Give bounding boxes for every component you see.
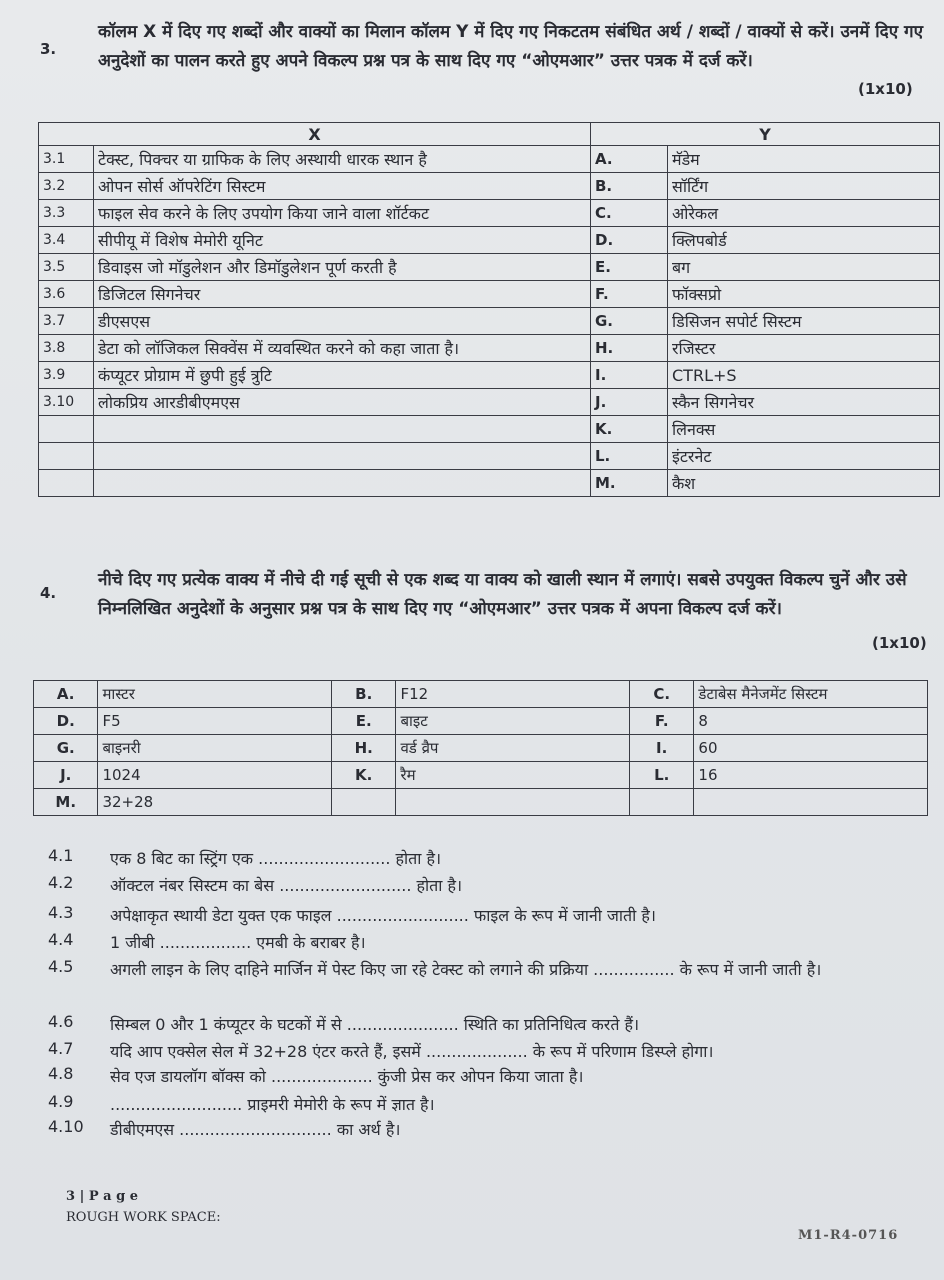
sentence-text: अगली लाइन के लिए दाहिने मार्जिन में पेस्ट किए जा रहे टेक्स्ट को लगाने की प्रक्रिया ................ के रूप में जानी जाती है। [110,960,822,979]
q4-marks: (1x10) [872,634,927,652]
match-row [39,362,940,389]
option-letter: L. [629,762,693,789]
y-item-letter: B. [591,173,668,200]
match-row [39,308,940,335]
option-value: F5 [98,708,332,735]
col-x-header: X [39,123,591,146]
option-letter: D. [34,708,98,735]
y-item-text: रजिस्टर [668,335,940,362]
match-row [39,146,940,173]
match-row [39,443,940,470]
y-item-text: CTRL+S [668,362,940,389]
option-value: 60 [694,735,928,762]
x-item-number: 3.6 [39,281,94,308]
x-item-number [39,470,94,497]
x-item-number: 3.8 [39,335,94,362]
q4-options-table [33,680,928,816]
option-letter: H. [331,735,395,762]
x-item-number: 3.7 [39,308,94,335]
option-letter: M. [34,789,98,816]
y-item-letter: K. [591,416,668,443]
x-item-text [94,416,591,443]
q3-marks: (1x10) [858,80,913,98]
option-letter: B. [331,681,395,708]
x-item-number: 3.10 [39,389,94,416]
option-value: 16 [694,762,928,789]
page-number: 3 | P a g e [66,1189,138,1204]
option-letter: J. [34,762,98,789]
y-item-letter: A. [591,146,668,173]
option-letter: G. [34,735,98,762]
sentence-number: 4.5 [48,957,74,976]
option-row [34,735,928,762]
option-letter: A. [34,681,98,708]
x-item-number: 3.9 [39,362,94,389]
y-item-letter: J. [591,389,668,416]
q3-match-table [38,122,940,497]
match-row [39,173,940,200]
sentence-number: 4.8 [48,1064,74,1083]
x-item-number: 3.1 [39,146,94,173]
option-row [34,681,928,708]
match-row [39,200,940,227]
sentence-number: 4.7 [48,1039,74,1058]
paper-code: M1-R4-0716 [798,1228,899,1243]
x-item-number: 3.4 [39,227,94,254]
sentence-number: 4.10 [48,1117,84,1136]
match-row [39,254,940,281]
y-item-text: सॉर्टिंग [668,173,940,200]
option-letter: C. [629,681,693,708]
sentence-number: 4.2 [48,873,74,892]
option-letter [629,789,693,816]
match-row [39,281,940,308]
option-value: बाइट [396,708,630,735]
x-item-number [39,443,94,470]
x-item-number [39,416,94,443]
match-row [39,416,940,443]
option-row [34,789,928,816]
x-item-text: डिजिटल सिगनेचर [94,281,591,308]
sentence-text: 1 जीबी .................. एमबी के बराबर है। [110,933,366,952]
option-row [34,762,928,789]
q4-number: 4. [40,584,57,602]
option-row [34,708,928,735]
x-item-text: फाइल सेव करने के लिए उपयोग किया जाने वाला शॉर्टकट [94,200,591,227]
option-value: बाइनरी [98,735,332,762]
match-row [39,389,940,416]
x-item-text: सीपीयू में विशेष मेमोरी यूनिट [94,227,591,254]
option-value: F12 [396,681,630,708]
sentence-text: एक 8 बिट का स्ट्रिंग एक .......................... होता है। [110,849,442,868]
sentence-text: सेव एज डायलॉग बॉक्स को .................... कुंजी प्रेस कर ओपन किया जाता है। [110,1067,584,1086]
match-row [39,335,940,362]
y-item-letter: L. [591,443,668,470]
x-item-text: डीएसएस [94,308,591,335]
option-value: रैम [396,762,630,789]
y-item-text: कैश [668,470,940,497]
option-value [396,789,630,816]
option-letter [331,789,395,816]
y-item-letter: D. [591,227,668,254]
x-item-text: टेक्स्ट, पिक्चर या ग्राफिक के लिए अस्थायी धारक स्थान है [94,146,591,173]
x-item-number: 3.5 [39,254,94,281]
sentence-text: ऑक्टल नंबर सिस्टम का बेस .......................... होता है। [110,876,463,895]
x-item-text [94,470,591,497]
x-item-text [94,443,591,470]
sentence-number: 4.6 [48,1012,74,1031]
y-item-text: स्कैन सिगनेचर [668,389,940,416]
y-item-letter: G. [591,308,668,335]
sentence-number: 4.4 [48,930,74,949]
y-item-text: बग [668,254,940,281]
match-row [39,227,940,254]
y-item-letter: I. [591,362,668,389]
option-value: 1024 [98,762,332,789]
sentence-text: अपेक्षाकृत स्थायी डेटा युक्त एक फाइल .......................... फाइल के रूप में जानी जाती है। [110,906,656,925]
x-item-text: लोकप्रिय आरडीबीएमएस [94,389,591,416]
y-item-text: डिसिजन सपोर्ट सिस्टम [668,308,940,335]
y-item-text: लिनक्स [668,416,940,443]
option-letter: I. [629,735,693,762]
y-item-letter: E. [591,254,668,281]
sentence-text: डीबीएमएस .............................. का अर्थ है। [110,1120,401,1139]
sentence-text: सिम्बल 0 और 1 कंप्यूटर के घटकों में से ...................... स्थिति का प्रतिनिधित्व करते हैं। [110,1015,640,1034]
x-item-text: डेटा को लॉजिकल सिक्वेंस में व्यवस्थित करने को कहा जाता है। [94,335,591,362]
col-y-header: Y [591,123,940,146]
rough-work-label: ROUGH WORK SPACE: [66,1210,221,1225]
y-item-text: क्लिपबोर्ड [668,227,940,254]
q3-number: 3. [40,40,57,58]
x-item-number: 3.3 [39,200,94,227]
option-value: डेटाबेस मैनेजमेंट सिस्टम [694,681,928,708]
x-item-number: 3.2 [39,173,94,200]
option-value: मास्टर [98,681,332,708]
y-item-letter: F. [591,281,668,308]
q3-instruction: कॉलम X में दिए गए शब्दों और वाक्यों का मिलान कॉलम Y में दिए गए निकटतम संबंधित अर्थ / शब्दों / वाक्यों से करें। उनमें दिए गए अनुदेशों का पालन करते हुए अपने विकल्प प्रश्न पत्र के साथ दिए गए “ओएमआर” उत्तर पत्रक में दर्ज करें। [98,22,923,71]
option-value [694,789,928,816]
y-item-text: ओरेकल [668,200,940,227]
x-item-text: ओपन सोर्स ऑपरेटिंग सिस्टम [94,173,591,200]
y-item-letter: H. [591,335,668,362]
x-item-text: डिवाइस जो मॉडुलेशन और डिमॉडुलेशन पूर्ण करती है [94,254,591,281]
y-item-text: मॅडेम [668,146,940,173]
y-item-letter: M. [591,470,668,497]
option-value: वर्ड व्रैप [396,735,630,762]
sentence-number: 4.1 [48,846,74,865]
option-letter: E. [331,708,395,735]
sentence-number: 4.3 [48,903,74,922]
match-row [39,470,940,497]
sentence-text: यदि आप एक्सेल सेल में 32+28 एंटर करते हैं, इसमें .................... के रूप में परिणाम डिस्प्ले होगा। [110,1042,714,1061]
sentence-number: 4.9 [48,1092,74,1111]
option-value: 8 [694,708,928,735]
option-value: 32+28 [98,789,332,816]
y-item-letter: C. [591,200,668,227]
sentence-text: .......................... प्राइमरी मेमोरी के रूप में ज्ञात है। [110,1095,435,1114]
q4-instruction: नीचे दिए गए प्रत्येक वाक्य में नीचे दी गई सूची से एक शब्द या वाक्य को खाली स्थान में लगाएं। सबसे उपयुक्त विकल्प चुनें और उसे निम्नलिखित अनुदेशों के अनुसार प्रश्न पत्र के साथ दिए गए “ओएमआर” उत्तर पत्रक में अपना विकल्प दर्ज करें। [98,570,907,619]
option-letter: K. [331,762,395,789]
y-item-text: फॉक्सप्रो [668,281,940,308]
y-item-text: इंटरनेट [668,443,940,470]
x-item-text: कंप्यूटर प्रोग्राम में छुपी हुई त्रुटि [94,362,591,389]
option-letter: F. [629,708,693,735]
